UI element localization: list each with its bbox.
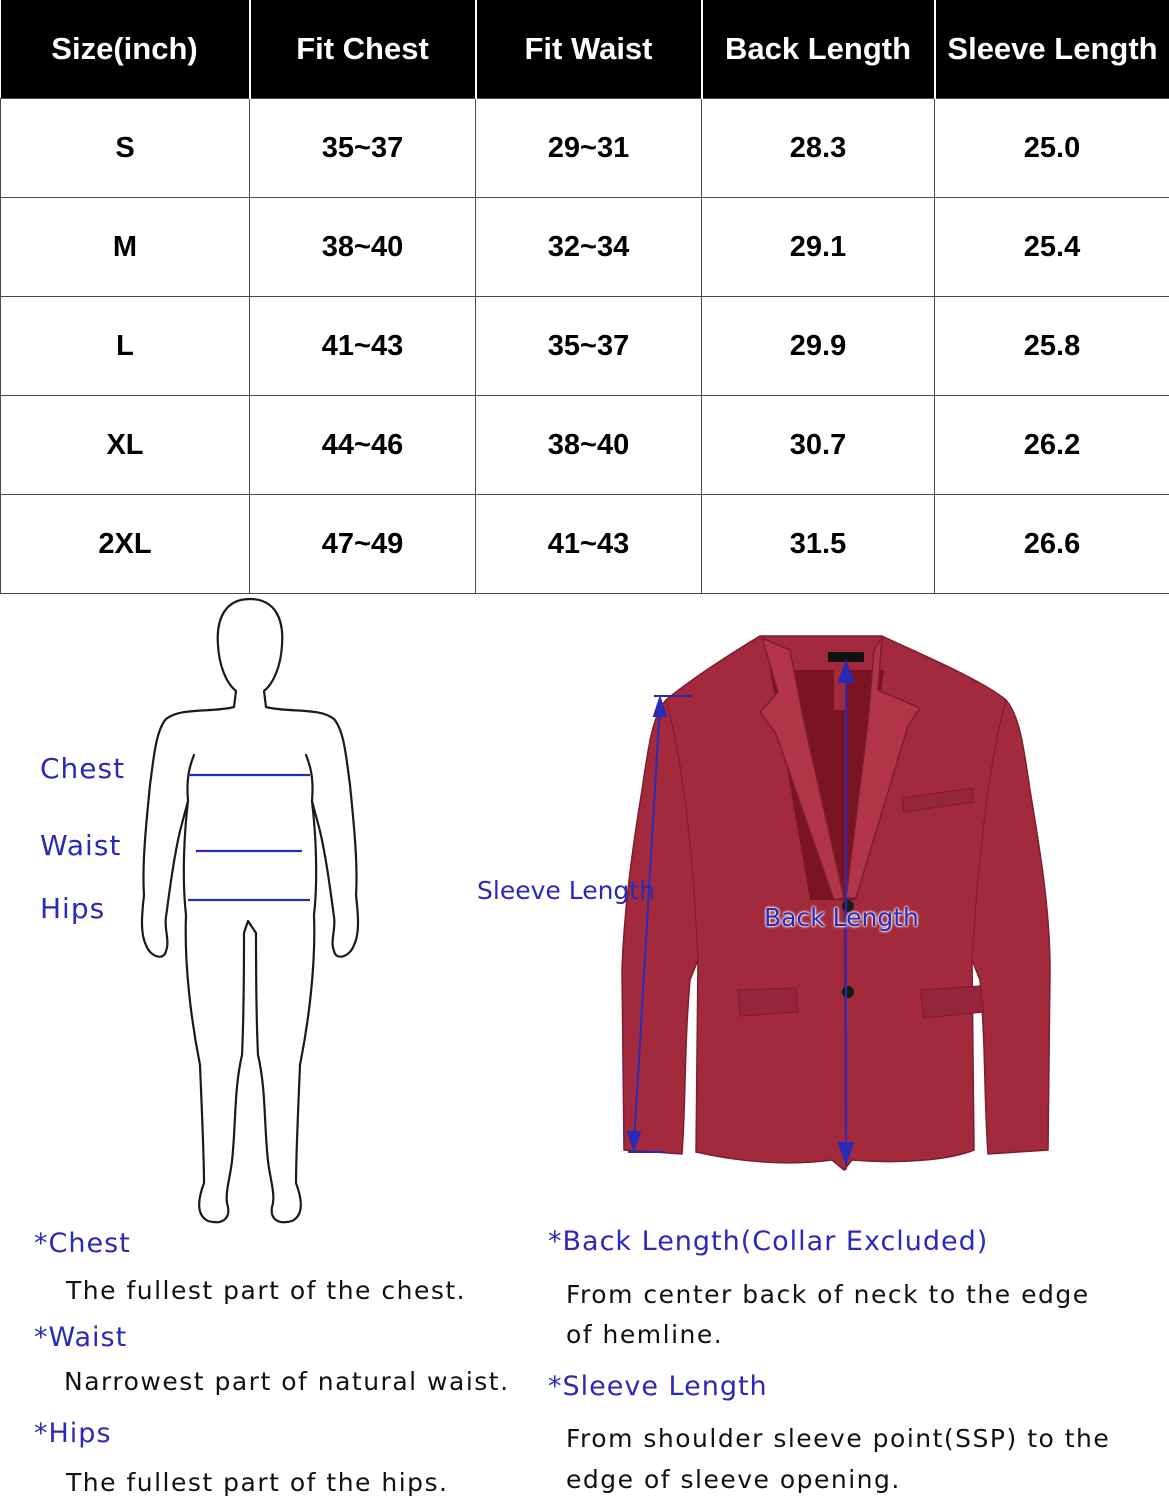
back-length-definition-line1: From center back of neck to the edge bbox=[566, 1274, 1090, 1315]
cell-fit-chest: 44~46 bbox=[250, 396, 476, 495]
cell-fit-chest: 35~37 bbox=[250, 99, 476, 198]
cell-size: XL bbox=[1, 396, 250, 495]
sleeve-length-arrow bbox=[620, 690, 700, 1160]
sleeve-length-definition-line1: From shoulder sleeve point(SSP) to the bbox=[566, 1418, 1110, 1459]
cell-sleeve-length: 25.4 bbox=[935, 198, 1169, 297]
back-length-definition-line2: of hemline. bbox=[566, 1314, 723, 1355]
chest-definition-text: The fullest part of the chest. bbox=[66, 1270, 466, 1311]
table-row bbox=[1, 99, 1169, 198]
hips-definition-text: The fullest part of the hips. bbox=[66, 1462, 449, 1503]
cell-fit-chest: 47~49 bbox=[250, 495, 476, 594]
table-row bbox=[1, 297, 1169, 396]
table-row bbox=[1, 495, 1169, 594]
cell-back-length: 31.5 bbox=[702, 495, 935, 594]
chest-definition-title: *Chest bbox=[34, 1228, 131, 1259]
cell-fit-waist: 32~34 bbox=[476, 198, 702, 297]
cell-fit-waist: 29~31 bbox=[476, 99, 702, 198]
cell-sleeve-length: 25.0 bbox=[935, 99, 1169, 198]
cell-size: M bbox=[1, 198, 250, 297]
back-length-label: Back Length bbox=[764, 903, 919, 932]
back-length-definition-title: *Back Length(Collar Excluded) bbox=[548, 1226, 988, 1257]
cell-size: L bbox=[1, 297, 250, 396]
cell-back-length: 29.9 bbox=[702, 297, 935, 396]
header-fit-chest: Fit Chest bbox=[250, 0, 476, 99]
sleeve-length-label: Sleeve Length bbox=[477, 876, 655, 905]
cell-fit-waist: 38~40 bbox=[476, 396, 702, 495]
chest-label: Chest bbox=[40, 752, 125, 785]
body-outline-illustration bbox=[130, 595, 370, 1230]
waist-definition-text: Narrowest part of natural waist. bbox=[64, 1361, 510, 1402]
cell-fit-waist: 35~37 bbox=[476, 297, 702, 396]
waist-definition-title: *Waist bbox=[34, 1322, 127, 1353]
cell-sleeve-length: 26.2 bbox=[935, 396, 1169, 495]
sleeve-length-definition-line2: edge of sleeve opening. bbox=[566, 1459, 901, 1500]
sleeve-length-definition-title: *Sleeve Length bbox=[548, 1371, 768, 1402]
header-sleeve-length: Sleeve Length bbox=[935, 0, 1169, 99]
cell-sleeve-length: 25.8 bbox=[935, 297, 1169, 396]
cell-fit-chest: 41~43 bbox=[250, 297, 476, 396]
cell-sleeve-length: 26.6 bbox=[935, 495, 1169, 594]
cell-back-length: 28.3 bbox=[702, 99, 935, 198]
header-fit-waist: Fit Waist bbox=[476, 0, 702, 99]
cell-back-length: 29.1 bbox=[702, 198, 935, 297]
hips-label: Hips bbox=[40, 892, 105, 925]
cell-fit-chest: 38~40 bbox=[250, 198, 476, 297]
cell-fit-waist: 41~43 bbox=[476, 495, 702, 594]
size-chart-table bbox=[0, 0, 1169, 594]
header-back-length: Back Length bbox=[702, 0, 935, 99]
table-row bbox=[1, 198, 1169, 297]
table-header-row bbox=[1, 0, 1169, 99]
header-size: Size(inch) bbox=[1, 0, 250, 99]
hips-definition-title: *Hips bbox=[34, 1418, 112, 1449]
table-row bbox=[1, 396, 1169, 495]
waist-label: Waist bbox=[40, 829, 121, 862]
cell-back-length: 30.7 bbox=[702, 396, 935, 495]
cell-size: S bbox=[1, 99, 250, 198]
cell-size: 2XL bbox=[1, 495, 250, 594]
